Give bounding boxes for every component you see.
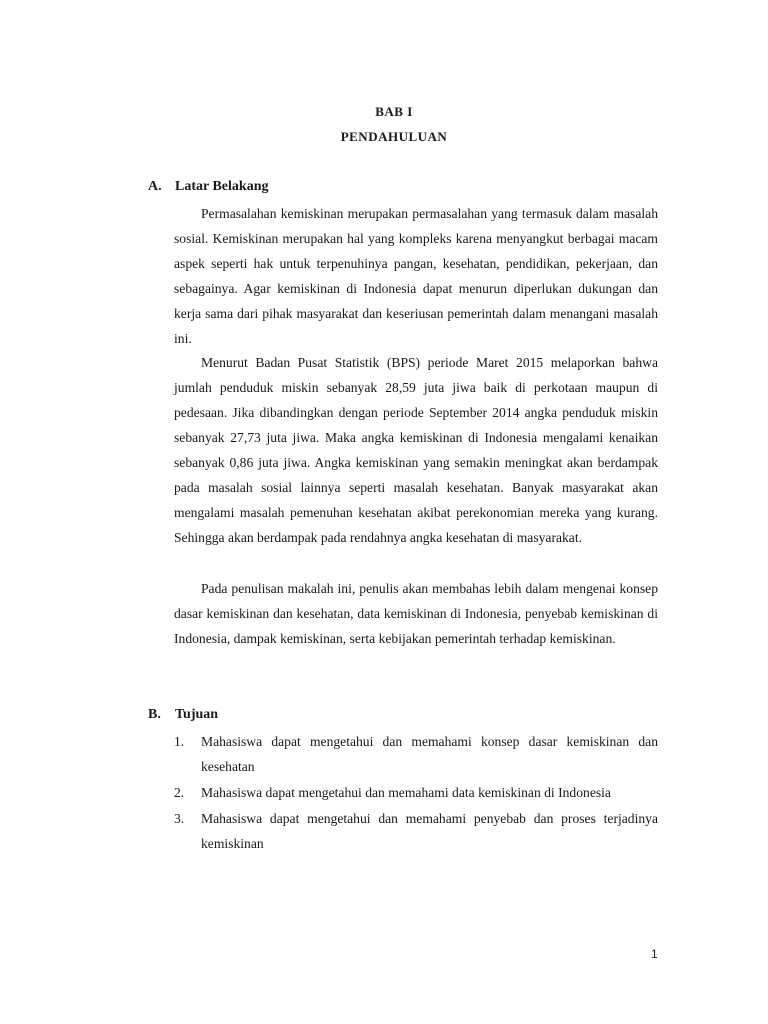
paragraph-2: Menurut Badan Pusat Statistik (BPS) periode Maret 2015 melaporkan bahwa jumlah penduduk miskin sebanyak 28,59 juta jiwa baik di perkotaan maupun di pedesaan. Jika dibandingkan dengan periode September 2014 angka penduduk miskin sebanyak 27,73 juta jiwa. Maka angka kemiskinan di Indonesia mengalami kenaikan sebanyak 0,86 juta jiwa. Angka kemiskinan yang semakin meningkat akan berdampak pada masalah sosial lainnya seperti masalah kesehatan. Banyak masyarakat akan mengalami masalah pemenuhan kesehatan akibat perekonomian mereka yang kurang. Sehingga akan berdampak pada rendahnya angka kesehatan di masyarakat. xyxy=(174,355,658,545)
goals-list xyxy=(174,729,658,857)
list-item-text: Mahasiswa dapat mengetahui dan memahami konsep dasar kemiskinan dan kesehatan xyxy=(201,734,658,774)
paragraph-1: Permasalahan kemiskinan merupakan permasalahan yang termasuk dalam masalah sosial. Kemiskinan merupakan hal yang kompleks karena menyangkut berbagai macam aspek seperti hak untuk terpenuhinya pangan, kesehatan, pendidikan, pekerjaan, dan sebagainya. Agar kemiskinan di Indonesia dapat menurun diperlukan dukungan dan kerja sama dari pihak masyarakat dan keseriusan pemerintah dalam menangani masalah ini. xyxy=(174,206,658,346)
list-item-number: 2. xyxy=(174,785,185,800)
list-item-number: 3. xyxy=(174,811,185,826)
list-item-number: 1. xyxy=(174,734,185,749)
section-a-letter: A. xyxy=(148,179,162,194)
list-item xyxy=(174,780,658,805)
section-a-title: Latar Belakang xyxy=(175,179,269,194)
chapter-title: PENDAHULUAN xyxy=(340,129,448,144)
page-number: 1 xyxy=(651,947,658,961)
list-item-text: Mahasiswa dapat mengetahui dan memahami penyebab dan proses terjadinya kemiskinan xyxy=(201,811,658,851)
list-item-text: Mahasiswa dapat mengetahui dan memahami data kemiskinan di Indonesia xyxy=(201,785,611,800)
section-b-letter: B. xyxy=(148,707,161,722)
list-item xyxy=(174,729,658,779)
paragraph-3: Pada penulisan makalah ini, penulis akan membahas lebih dalam mengenai konsep dasar kemiskinan dan kesehatan, data kemiskinan di Indonesia, penyebab kemiskinan di Indonesia, dampak kemiskinan, serta kebijakan pemerintah terhadap kemiskinan. xyxy=(174,581,658,646)
section-b-title: Tujuan xyxy=(175,707,219,722)
list-item xyxy=(174,806,658,856)
chapter-label: BAB I xyxy=(375,104,413,119)
